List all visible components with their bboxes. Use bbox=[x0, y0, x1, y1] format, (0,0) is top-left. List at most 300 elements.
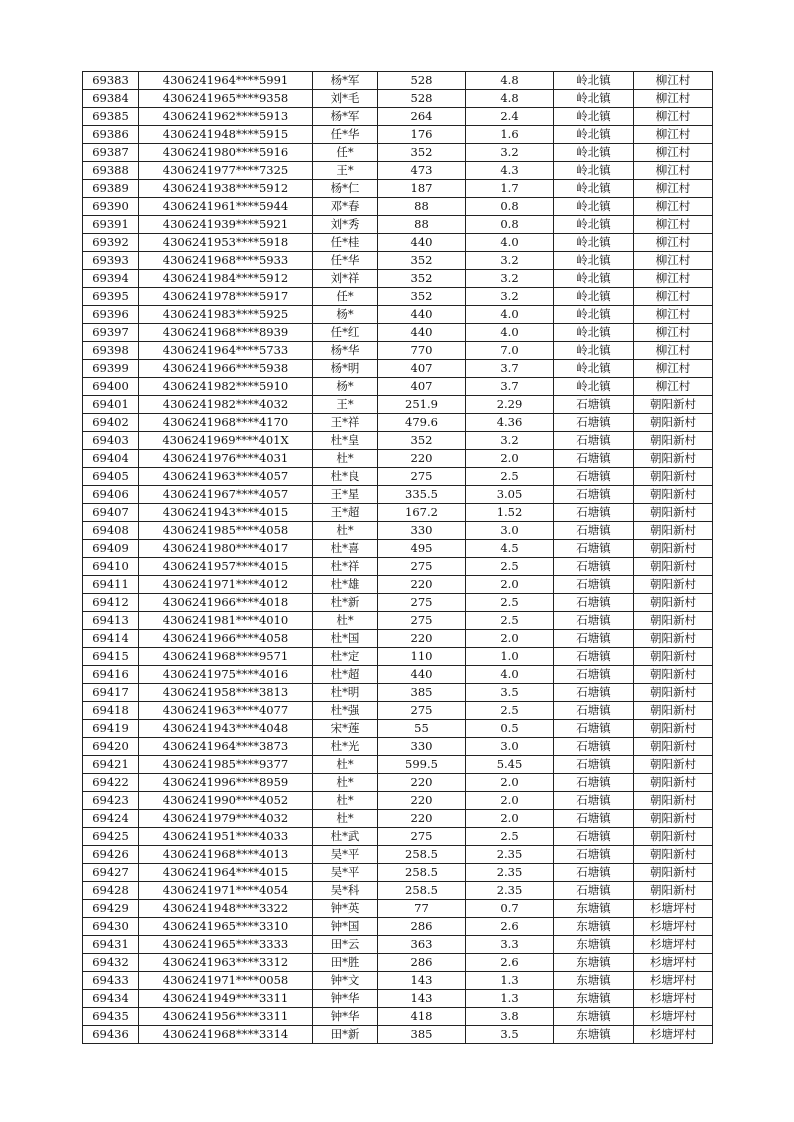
town-cell: 石塘镇 bbox=[554, 648, 634, 666]
area-cell: 2.35 bbox=[466, 864, 554, 882]
amount-cell: 275 bbox=[378, 828, 466, 846]
table-row bbox=[83, 702, 713, 720]
name-cell: 钟*华 bbox=[313, 990, 378, 1008]
village-cell: 朝阳新村 bbox=[634, 702, 713, 720]
amount-cell: 418 bbox=[378, 1008, 466, 1026]
area-cell: 2.6 bbox=[466, 954, 554, 972]
seq-cell: 69396 bbox=[83, 306, 139, 324]
table-row bbox=[83, 900, 713, 918]
id-number-cell: 4306241968****4170 bbox=[139, 414, 313, 432]
amount-cell: 176 bbox=[378, 126, 466, 144]
town-cell: 石塘镇 bbox=[554, 468, 634, 486]
town-cell: 东塘镇 bbox=[554, 990, 634, 1008]
town-cell: 石塘镇 bbox=[554, 792, 634, 810]
amount-cell: 167.2 bbox=[378, 504, 466, 522]
area-cell: 0.7 bbox=[466, 900, 554, 918]
town-cell: 东塘镇 bbox=[554, 972, 634, 990]
table-row bbox=[83, 918, 713, 936]
village-cell: 朝阳新村 bbox=[634, 576, 713, 594]
area-cell: 4.0 bbox=[466, 306, 554, 324]
seq-cell: 69397 bbox=[83, 324, 139, 342]
table-row bbox=[83, 432, 713, 450]
id-number-cell: 4306241965****3333 bbox=[139, 936, 313, 954]
amount-cell: 407 bbox=[378, 360, 466, 378]
village-cell: 朝阳新村 bbox=[634, 630, 713, 648]
amount-cell: 55 bbox=[378, 720, 466, 738]
amount-cell: 352 bbox=[378, 252, 466, 270]
table-row bbox=[83, 342, 713, 360]
area-cell: 2.0 bbox=[466, 450, 554, 468]
area-cell: 3.0 bbox=[466, 738, 554, 756]
town-cell: 岭北镇 bbox=[554, 72, 634, 90]
id-number-cell: 4306241961****5944 bbox=[139, 198, 313, 216]
name-cell: 任*华 bbox=[313, 252, 378, 270]
seq-cell: 69406 bbox=[83, 486, 139, 504]
village-cell: 柳江村 bbox=[634, 90, 713, 108]
table-row bbox=[83, 522, 713, 540]
id-number-cell: 4306241948****3322 bbox=[139, 900, 313, 918]
area-cell: 4.5 bbox=[466, 540, 554, 558]
table-row bbox=[83, 990, 713, 1008]
table-row bbox=[83, 72, 713, 90]
table-row bbox=[83, 558, 713, 576]
id-number-cell: 4306241985****9377 bbox=[139, 756, 313, 774]
village-cell: 柳江村 bbox=[634, 198, 713, 216]
town-cell: 石塘镇 bbox=[554, 810, 634, 828]
amount-cell: 330 bbox=[378, 738, 466, 756]
seq-cell: 69402 bbox=[83, 414, 139, 432]
town-cell: 东塘镇 bbox=[554, 954, 634, 972]
town-cell: 石塘镇 bbox=[554, 558, 634, 576]
name-cell: 杨* bbox=[313, 306, 378, 324]
area-cell: 3.5 bbox=[466, 684, 554, 702]
town-cell: 石塘镇 bbox=[554, 756, 634, 774]
area-cell: 3.2 bbox=[466, 432, 554, 450]
village-cell: 杉塘坪村 bbox=[634, 918, 713, 936]
name-cell: 钟*文 bbox=[313, 972, 378, 990]
name-cell: 杜* bbox=[313, 792, 378, 810]
table-row bbox=[83, 378, 713, 396]
amount-cell: 275 bbox=[378, 594, 466, 612]
town-cell: 岭北镇 bbox=[554, 342, 634, 360]
name-cell: 杜*皇 bbox=[313, 432, 378, 450]
town-cell: 岭北镇 bbox=[554, 198, 634, 216]
table-row bbox=[83, 1026, 713, 1044]
seq-cell: 69421 bbox=[83, 756, 139, 774]
village-cell: 柳江村 bbox=[634, 306, 713, 324]
name-cell: 杜*明 bbox=[313, 684, 378, 702]
town-cell: 石塘镇 bbox=[554, 684, 634, 702]
id-number-cell: 4306241965****3310 bbox=[139, 918, 313, 936]
id-number-cell: 4306241953****5918 bbox=[139, 234, 313, 252]
area-cell: 4.36 bbox=[466, 414, 554, 432]
village-cell: 杉塘坪村 bbox=[634, 972, 713, 990]
seq-cell: 69401 bbox=[83, 396, 139, 414]
name-cell: 宋*莲 bbox=[313, 720, 378, 738]
table-row bbox=[83, 774, 713, 792]
seq-cell: 69411 bbox=[83, 576, 139, 594]
area-cell: 3.3 bbox=[466, 936, 554, 954]
table-row bbox=[83, 1008, 713, 1026]
area-cell: 2.5 bbox=[466, 468, 554, 486]
village-cell: 柳江村 bbox=[634, 126, 713, 144]
town-cell: 岭北镇 bbox=[554, 144, 634, 162]
name-cell: 杨*华 bbox=[313, 342, 378, 360]
table-row bbox=[83, 684, 713, 702]
area-cell: 2.5 bbox=[466, 558, 554, 576]
area-cell: 4.8 bbox=[466, 90, 554, 108]
seq-cell: 69403 bbox=[83, 432, 139, 450]
table-row bbox=[83, 972, 713, 990]
town-cell: 石塘镇 bbox=[554, 396, 634, 414]
name-cell: 杨*仁 bbox=[313, 180, 378, 198]
id-number-cell: 4306241965****9358 bbox=[139, 90, 313, 108]
id-number-cell: 4306241943****4015 bbox=[139, 504, 313, 522]
seq-cell: 69408 bbox=[83, 522, 139, 540]
village-cell: 朝阳新村 bbox=[634, 792, 713, 810]
table-row bbox=[83, 954, 713, 972]
name-cell: 杨*明 bbox=[313, 360, 378, 378]
amount-cell: 352 bbox=[378, 432, 466, 450]
table-row bbox=[83, 504, 713, 522]
id-number-cell: 4306241968****5933 bbox=[139, 252, 313, 270]
id-number-cell: 4306241976****4031 bbox=[139, 450, 313, 468]
seq-cell: 69409 bbox=[83, 540, 139, 558]
name-cell: 杨*军 bbox=[313, 72, 378, 90]
village-cell: 朝阳新村 bbox=[634, 828, 713, 846]
amount-cell: 264 bbox=[378, 108, 466, 126]
id-number-cell: 4306241975****4016 bbox=[139, 666, 313, 684]
area-cell: 2.5 bbox=[466, 594, 554, 612]
table-row bbox=[83, 180, 713, 198]
name-cell: 杜*强 bbox=[313, 702, 378, 720]
seq-cell: 69416 bbox=[83, 666, 139, 684]
id-number-cell: 4306241938****5912 bbox=[139, 180, 313, 198]
seq-cell: 69389 bbox=[83, 180, 139, 198]
town-cell: 岭北镇 bbox=[554, 378, 634, 396]
area-cell: 4.8 bbox=[466, 72, 554, 90]
id-number-cell: 4306241956****3311 bbox=[139, 1008, 313, 1026]
seq-cell: 69414 bbox=[83, 630, 139, 648]
table-row bbox=[83, 360, 713, 378]
name-cell: 杜* bbox=[313, 522, 378, 540]
village-cell: 杉塘坪村 bbox=[634, 900, 713, 918]
table-row bbox=[83, 864, 713, 882]
amount-cell: 275 bbox=[378, 558, 466, 576]
village-cell: 柳江村 bbox=[634, 378, 713, 396]
town-cell: 石塘镇 bbox=[554, 486, 634, 504]
id-number-cell: 4306241996****8959 bbox=[139, 774, 313, 792]
area-cell: 2.0 bbox=[466, 792, 554, 810]
town-cell: 石塘镇 bbox=[554, 720, 634, 738]
village-cell: 朝阳新村 bbox=[634, 756, 713, 774]
table-row bbox=[83, 666, 713, 684]
seq-cell: 69390 bbox=[83, 198, 139, 216]
id-number-cell: 4306241949****3311 bbox=[139, 990, 313, 1008]
village-cell: 朝阳新村 bbox=[634, 468, 713, 486]
town-cell: 石塘镇 bbox=[554, 846, 634, 864]
seq-cell: 69420 bbox=[83, 738, 139, 756]
amount-cell: 110 bbox=[378, 648, 466, 666]
amount-cell: 352 bbox=[378, 288, 466, 306]
name-cell: 杜* bbox=[313, 810, 378, 828]
seq-cell: 69425 bbox=[83, 828, 139, 846]
seq-cell: 69423 bbox=[83, 792, 139, 810]
village-cell: 杉塘坪村 bbox=[634, 1026, 713, 1044]
town-cell: 石塘镇 bbox=[554, 594, 634, 612]
amount-cell: 258.5 bbox=[378, 846, 466, 864]
name-cell: 杜*国 bbox=[313, 630, 378, 648]
village-cell: 柳江村 bbox=[634, 288, 713, 306]
village-cell: 朝阳新村 bbox=[634, 864, 713, 882]
amount-cell: 275 bbox=[378, 468, 466, 486]
area-cell: 2.5 bbox=[466, 702, 554, 720]
area-cell: 2.0 bbox=[466, 630, 554, 648]
name-cell: 王* bbox=[313, 396, 378, 414]
seq-cell: 69386 bbox=[83, 126, 139, 144]
town-cell: 石塘镇 bbox=[554, 576, 634, 594]
id-number-cell: 4306241964****5733 bbox=[139, 342, 313, 360]
id-number-cell: 4306241979****4032 bbox=[139, 810, 313, 828]
name-cell: 杜*祥 bbox=[313, 558, 378, 576]
village-cell: 朝阳新村 bbox=[634, 648, 713, 666]
amount-cell: 440 bbox=[378, 324, 466, 342]
village-cell: 柳江村 bbox=[634, 252, 713, 270]
area-cell: 3.2 bbox=[466, 288, 554, 306]
id-number-cell: 4306241982****5910 bbox=[139, 378, 313, 396]
village-cell: 柳江村 bbox=[634, 72, 713, 90]
amount-cell: 258.5 bbox=[378, 882, 466, 900]
area-cell: 2.0 bbox=[466, 810, 554, 828]
town-cell: 岭北镇 bbox=[554, 216, 634, 234]
table-row bbox=[83, 576, 713, 594]
town-cell: 石塘镇 bbox=[554, 432, 634, 450]
town-cell: 岭北镇 bbox=[554, 288, 634, 306]
amount-cell: 220 bbox=[378, 792, 466, 810]
id-number-cell: 4306241990****4052 bbox=[139, 792, 313, 810]
area-cell: 1.7 bbox=[466, 180, 554, 198]
table-row bbox=[83, 414, 713, 432]
village-cell: 朝阳新村 bbox=[634, 684, 713, 702]
seq-cell: 69399 bbox=[83, 360, 139, 378]
seq-cell: 69387 bbox=[83, 144, 139, 162]
area-cell: 3.5 bbox=[466, 1026, 554, 1044]
town-cell: 石塘镇 bbox=[554, 522, 634, 540]
town-cell: 石塘镇 bbox=[554, 864, 634, 882]
name-cell: 钟*华 bbox=[313, 1008, 378, 1026]
seq-cell: 69415 bbox=[83, 648, 139, 666]
amount-cell: 473 bbox=[378, 162, 466, 180]
id-number-cell: 4306241981****4010 bbox=[139, 612, 313, 630]
area-cell: 5.45 bbox=[466, 756, 554, 774]
seq-cell: 69433 bbox=[83, 972, 139, 990]
id-number-cell: 4306241964****3873 bbox=[139, 738, 313, 756]
village-cell: 杉塘坪村 bbox=[634, 936, 713, 954]
table-row bbox=[83, 486, 713, 504]
amount-cell: 77 bbox=[378, 900, 466, 918]
table-row bbox=[83, 270, 713, 288]
id-number-cell: 4306241964****5991 bbox=[139, 72, 313, 90]
village-cell: 朝阳新村 bbox=[634, 738, 713, 756]
town-cell: 岭北镇 bbox=[554, 252, 634, 270]
name-cell: 杨* bbox=[313, 378, 378, 396]
seq-cell: 69419 bbox=[83, 720, 139, 738]
id-number-cell: 4306241971****4012 bbox=[139, 576, 313, 594]
town-cell: 石塘镇 bbox=[554, 738, 634, 756]
village-cell: 柳江村 bbox=[634, 270, 713, 288]
area-cell: 3.7 bbox=[466, 378, 554, 396]
village-cell: 柳江村 bbox=[634, 180, 713, 198]
amount-cell: 528 bbox=[378, 72, 466, 90]
seq-cell: 69395 bbox=[83, 288, 139, 306]
village-cell: 柳江村 bbox=[634, 144, 713, 162]
id-number-cell: 4306241971****0058 bbox=[139, 972, 313, 990]
seq-cell: 69435 bbox=[83, 1008, 139, 1026]
name-cell: 王*祥 bbox=[313, 414, 378, 432]
village-cell: 杉塘坪村 bbox=[634, 990, 713, 1008]
table-row bbox=[83, 234, 713, 252]
amount-cell: 220 bbox=[378, 810, 466, 828]
table-row bbox=[83, 468, 713, 486]
id-number-cell: 4306241983****5925 bbox=[139, 306, 313, 324]
area-cell: 2.6 bbox=[466, 918, 554, 936]
table-row bbox=[83, 306, 713, 324]
id-number-cell: 4306241962****5913 bbox=[139, 108, 313, 126]
amount-cell: 275 bbox=[378, 612, 466, 630]
area-cell: 2.35 bbox=[466, 882, 554, 900]
amount-cell: 187 bbox=[378, 180, 466, 198]
name-cell: 任* bbox=[313, 288, 378, 306]
town-cell: 岭北镇 bbox=[554, 270, 634, 288]
seq-cell: 69407 bbox=[83, 504, 139, 522]
amount-cell: 143 bbox=[378, 990, 466, 1008]
village-cell: 柳江村 bbox=[634, 162, 713, 180]
table-row bbox=[83, 198, 713, 216]
amount-cell: 385 bbox=[378, 1026, 466, 1044]
table-row bbox=[83, 648, 713, 666]
area-cell: 3.2 bbox=[466, 144, 554, 162]
seq-cell: 69388 bbox=[83, 162, 139, 180]
area-cell: 0.5 bbox=[466, 720, 554, 738]
amount-cell: 385 bbox=[378, 684, 466, 702]
seq-cell: 69436 bbox=[83, 1026, 139, 1044]
id-number-cell: 4306241969****401X bbox=[139, 432, 313, 450]
seq-cell: 69405 bbox=[83, 468, 139, 486]
amount-cell: 258.5 bbox=[378, 864, 466, 882]
name-cell: 杜*光 bbox=[313, 738, 378, 756]
town-cell: 石塘镇 bbox=[554, 630, 634, 648]
name-cell: 杜* bbox=[313, 450, 378, 468]
table-row bbox=[83, 792, 713, 810]
id-number-cell: 4306241978****5917 bbox=[139, 288, 313, 306]
area-cell: 2.4 bbox=[466, 108, 554, 126]
id-number-cell: 4306241971****4054 bbox=[139, 882, 313, 900]
town-cell: 石塘镇 bbox=[554, 414, 634, 432]
village-cell: 朝阳新村 bbox=[634, 666, 713, 684]
town-cell: 岭北镇 bbox=[554, 360, 634, 378]
seq-cell: 69429 bbox=[83, 900, 139, 918]
village-cell: 朝阳新村 bbox=[634, 414, 713, 432]
table-row bbox=[83, 828, 713, 846]
amount-cell: 363 bbox=[378, 936, 466, 954]
name-cell: 刘*祥 bbox=[313, 270, 378, 288]
table-row bbox=[83, 756, 713, 774]
town-cell: 石塘镇 bbox=[554, 504, 634, 522]
seq-cell: 69431 bbox=[83, 936, 139, 954]
amount-cell: 599.5 bbox=[378, 756, 466, 774]
village-cell: 柳江村 bbox=[634, 108, 713, 126]
table-row bbox=[83, 288, 713, 306]
seq-cell: 69413 bbox=[83, 612, 139, 630]
amount-cell: 770 bbox=[378, 342, 466, 360]
table-row bbox=[83, 846, 713, 864]
id-number-cell: 4306241951****4033 bbox=[139, 828, 313, 846]
name-cell: 任*桂 bbox=[313, 234, 378, 252]
town-cell: 东塘镇 bbox=[554, 900, 634, 918]
amount-cell: 330 bbox=[378, 522, 466, 540]
name-cell: 杜* bbox=[313, 756, 378, 774]
town-cell: 石塘镇 bbox=[554, 702, 634, 720]
village-cell: 朝阳新村 bbox=[634, 432, 713, 450]
name-cell: 邓*春 bbox=[313, 198, 378, 216]
town-cell: 东塘镇 bbox=[554, 1026, 634, 1044]
area-cell: 1.3 bbox=[466, 990, 554, 1008]
table-row bbox=[83, 126, 713, 144]
amount-cell: 440 bbox=[378, 666, 466, 684]
id-number-cell: 4306241977****7325 bbox=[139, 162, 313, 180]
seq-cell: 69398 bbox=[83, 342, 139, 360]
amount-cell: 286 bbox=[378, 918, 466, 936]
name-cell: 杜*超 bbox=[313, 666, 378, 684]
amount-cell: 251.9 bbox=[378, 396, 466, 414]
name-cell: 杜*定 bbox=[313, 648, 378, 666]
name-cell: 任* bbox=[313, 144, 378, 162]
area-cell: 3.2 bbox=[466, 252, 554, 270]
village-cell: 柳江村 bbox=[634, 324, 713, 342]
id-number-cell: 4306241980****4017 bbox=[139, 540, 313, 558]
area-cell: 4.3 bbox=[466, 162, 554, 180]
area-cell: 2.35 bbox=[466, 846, 554, 864]
area-cell: 1.6 bbox=[466, 126, 554, 144]
name-cell: 刘*毛 bbox=[313, 90, 378, 108]
seq-cell: 69418 bbox=[83, 702, 139, 720]
town-cell: 岭北镇 bbox=[554, 126, 634, 144]
table-row bbox=[83, 324, 713, 342]
seq-cell: 69392 bbox=[83, 234, 139, 252]
town-cell: 岭北镇 bbox=[554, 108, 634, 126]
name-cell: 吴*平 bbox=[313, 846, 378, 864]
name-cell: 王*超 bbox=[313, 504, 378, 522]
table-row bbox=[83, 738, 713, 756]
seq-cell: 69394 bbox=[83, 270, 139, 288]
id-number-cell: 4306241963****4077 bbox=[139, 702, 313, 720]
village-cell: 柳江村 bbox=[634, 234, 713, 252]
name-cell: 钟*英 bbox=[313, 900, 378, 918]
amount-cell: 352 bbox=[378, 144, 466, 162]
id-number-cell: 4306241948****5915 bbox=[139, 126, 313, 144]
town-cell: 石塘镇 bbox=[554, 666, 634, 684]
amount-cell: 495 bbox=[378, 540, 466, 558]
id-number-cell: 4306241939****5921 bbox=[139, 216, 313, 234]
id-number-cell: 4306241963****3312 bbox=[139, 954, 313, 972]
area-cell: 3.8 bbox=[466, 1008, 554, 1026]
name-cell: 杨*军 bbox=[313, 108, 378, 126]
village-cell: 朝阳新村 bbox=[634, 612, 713, 630]
area-cell: 3.2 bbox=[466, 270, 554, 288]
amount-cell: 88 bbox=[378, 216, 466, 234]
table-row bbox=[83, 540, 713, 558]
area-cell: 2.0 bbox=[466, 774, 554, 792]
